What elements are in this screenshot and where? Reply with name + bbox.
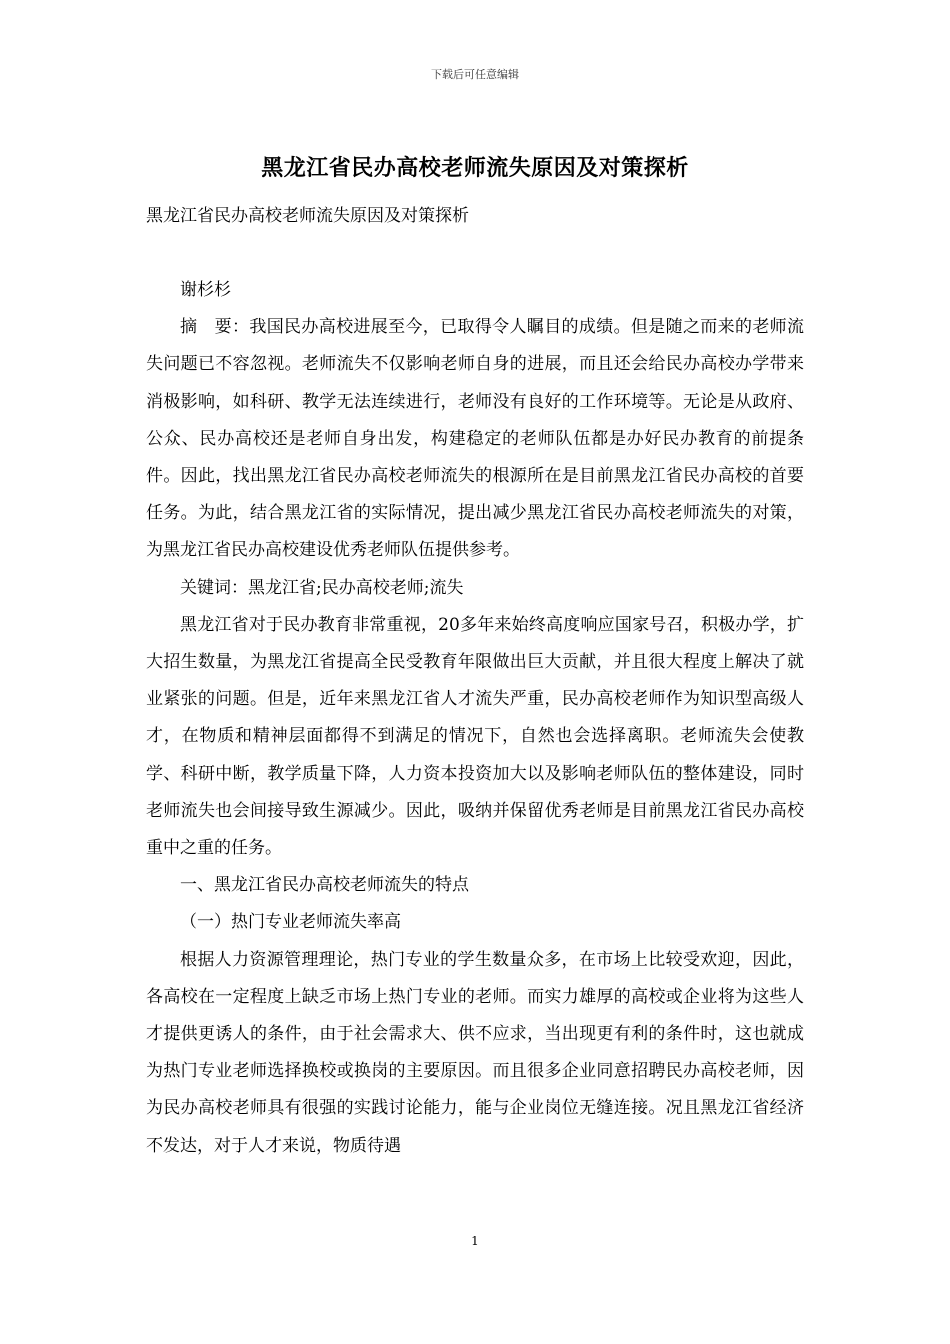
section-heading: 一、黑龙江省民办高校老师流失的特点: [180, 875, 469, 896]
page-number: 1: [471, 1234, 479, 1248]
page-title: 黑龙江省民办高校老师流失原因及对策探析: [261, 155, 689, 181]
abstract-paragraph: 摘 要：我国民办高校进展至今，已取得令人瞩目的成绩。但是随之而来的老师流失问题已不容忽视。老师流失不仅影响老师自身的进展，而且还会给民办高校办学带来消极影响，如科研、教学无法连续进行，老师没有良好的工作环境等。无论是从政府、公众、民办高校还是老师自身出发，构建稳定的老师队伍都是办好民办教育的前提条件。因此，找出黑龙江省民办高校老师流失的根源所在是目前黑龙江省民办高校的首要任务。为此，结合黑龙江省的实际情况，提出减少黑龙江省民办高校老师流失的对策，为黑龙江省民办高校建设优秀老师队伍提供参考。: [146, 317, 804, 561]
body-paragraph: 根据人力资源管理理论，热门专业的学生数量众多，在市场上比较受欢迎，因此，各高校在一定程度上缺乏市场上热门专业的老师。而实力雄厚的高校或企业将为这些人才提供更诱人的条件，由于社会需求大、供不应求，当出现更有利的条件时，这也就成为热门专业老师选择换校或换岗的主要原因。而且很多企业同意招聘民办高校老师，因为民办高校老师具有很强的实践讨论能力，能与企业岗位无缝连接。况且黑龙江省经济不发达，对于人才来说，物质待遇: [146, 949, 804, 1156]
intro-paragraph: 黑龙江省对于民办教育非常重视，20多年来始终高度响应国家号召，积极办学，扩大招生数量，为黑龙江省提高全民受教育年限做出巨大贡献，并且很大程度上解决了就业紧张的问题。但是，近年来黑龙江省人才流失严重，民办高校老师作为知识型高级人才，在物质和精神层面都得不到满足的情况下，自然也会选择离职。老师流失会使教学、科研中断，教学质量下降，人力资本投资加大以及影响老师队伍的整体建设，同时老师流失也会间接导致生源减少。因此，吸纳并保留优秀老师是目前黑龙江省民办高校重中之重的任务。: [146, 614, 804, 859]
subtitle: 黑龙江省民办高校老师流失原因及对策探析: [146, 206, 469, 226]
header-note: 下载后可任意编辑: [431, 68, 519, 81]
subsection-heading: （一）热门专业老师流失率高: [180, 912, 401, 933]
document-body: [146, 272, 804, 1165]
keywords-paragraph: 关键词：黑龙江省;民办高校老师;流失: [180, 577, 464, 598]
author-name: 谢杉杉: [180, 280, 231, 300]
